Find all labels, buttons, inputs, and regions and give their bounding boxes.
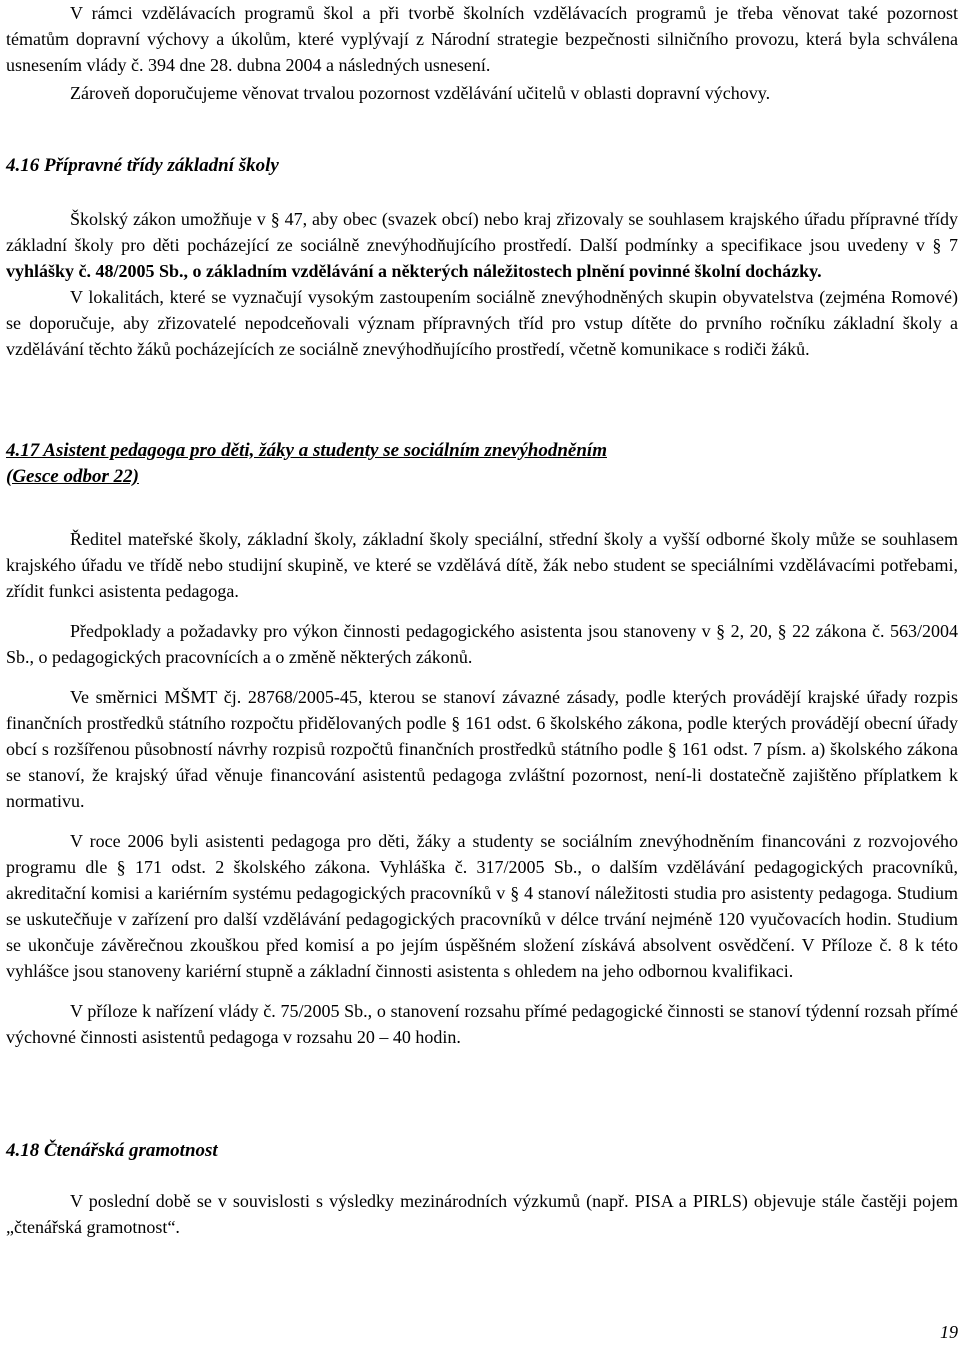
section-4-16-body [6, 206, 958, 362]
section-4-17-paragraph-1: Ředitel mateřské školy, základní školy, základní školy speciální, střední školy a vyšší odborné školy může se souhlasem krajského úřadu ve třídě nebo studijní skupině, ve které se vzdělává dítě, žák nebo student se speciálními vzdělávacími potřebami, zřídit funkci asistenta pedagoga. [6, 529, 958, 601]
section-4-18-heading: 4.18 Čtenářská gramotnost [6, 1140, 218, 1161]
section-4-17-heading-line-1: 4.17 Asistent pedagoga pro děti, žáky a studenty se sociálním znevýhodněním [6, 440, 607, 461]
section-4-17-heading [6, 438, 607, 490]
intro-paragraph-1: V rámci vzdělávacích programů škol a při tvorbě školních vzdělávacích programů je třeba věnovat také pozornost tématům dopravní výchovy a úkolům, které vyplývají z Národní strategie bezpečnosti silničního provozu, která byla schválena usnesením vlády č. 394 dne 28. dubna 2004 a následných usnesení. [6, 3, 958, 75]
section-4-16-regulation-ref: vyhlášky č. 48/2005 Sb., o základním vzdělávání a některých náležitostech plnění povinné školní docházky. [6, 261, 822, 281]
section-4-16-paragraph-2: V lokalitách, které se vyznačují vysokým zastoupením sociálně znevýhodněných skupin obyvatelstva (zejména Romové) se doporučuje, aby zřizovatelé nepodceňovali význam přípravných tříd pro vstup dítěte do prvního ročníku základní školy a vzdělávání těchto žáků pocházejících ze sociálně znevýhodňujícího prostředí, včetně komunikace s rodiči žáků. [6, 287, 958, 359]
section-4-17-paragraph-2: Předpoklady a požadavky pro výkon činnosti pedagogického asistenta jsou stanoveny v § 2, 20, § 22 zákona č. 563/2004 Sb., o pedagogických pracovnících a o změně některých zákonů. [6, 621, 958, 667]
section-4-17-heading-line-2: (Gesce odbor 22) [6, 466, 139, 487]
section-4-16-paragraph-1 [6, 206, 958, 284]
section-4-17-paragraph-5: V příloze k nařízení vlády č. 75/2005 Sb., o stanovení rozsahu přímé pedagogické činnosti se stanoví týdenní rozsah přímé výchovné činnosti asistentů pedagoga v rozsahu 20 – 40 hodin. [6, 1001, 958, 1047]
section-4-18-body [6, 1188, 958, 1240]
section-4-16-paragraph-1-text: Školský zákon umožňuje v § 47, aby obec (svazek obcí) nebo kraj zřizovaly se souhlasem krajského úřadu přípravné třídy základní školy pro děti pocházející ze sociálně znevýhodňujícího prostředí. Další podmínky a specifikace jsou uvedeny v § 7 [6, 209, 958, 255]
section-4-16-heading: 4.16 Přípravné třídy základní školy [6, 155, 279, 176]
section-4-17-paragraph-3: Ve směrnici MŠMT čj. 28768/2005-45, kterou se stanoví závazné zásady, podle kterých provádějí krajské úřady rozpis finančních prostředků státního rozpočtu přidělovaných podle § 161 odst. 6 školského zákona, podle kterých provádějí obecní úřady obcí s rozšířenou působností návrhy rozpisů rozpočtů finančních prostředků státního podle § 161 odst. 7 písm. a) školského zákona se stanoví, že krajský úřad věnuje financování asistentů pedagoga zvláštní pozornost, není-li dostatečně zajištěno příplatkem k normativu. [6, 687, 958, 811]
page-number: 19 [940, 1322, 958, 1342]
section-4-17-paragraph-4: V roce 2006 byli asistenti pedagoga pro děti, žáky a studenty se sociálním znevýhodněním financováni z rozvojového programu dle § 171 odst. 2 školského zákona. Vyhláška č. 317/2005 Sb., o dalším vzdělávání pedagogických pracovníků, akreditační komisi a kariérním systému pedagogických pracovníků v § 4 stanoví náležitosti studia pro asistenty pedagoga. Studium se uskutečňuje v zařízení pro další vzdělávání pedagogických pracovníků v délce trvání nejméně 120 vyučovacích hodin. Studium se ukončuje závěrečnou zkouškou před komisí a po jejím úspěšném složení získává absolvent osvědčení. V Příloze č. 8 k této vyhlášce jsou stanoveny kariérní stupně a základní činnosti asistenta s ohledem na jeho odbornou kvalifikaci. [6, 831, 958, 981]
section-4-18-paragraph-1: V poslední době se v souvislosti s výsledky mezinárodních výzkumů (např. PISA a PIRLS) objevuje stále častěji pojem „čtenářská gramotnost“. [6, 1191, 958, 1237]
section-4-17-body [6, 526, 958, 1050]
intro-block [6, 0, 958, 106]
intro-paragraph-2: Zároveň doporučujeme věnovat trvalou pozornost vzdělávání učitelů v oblasti dopravní výchovy. [70, 83, 771, 103]
